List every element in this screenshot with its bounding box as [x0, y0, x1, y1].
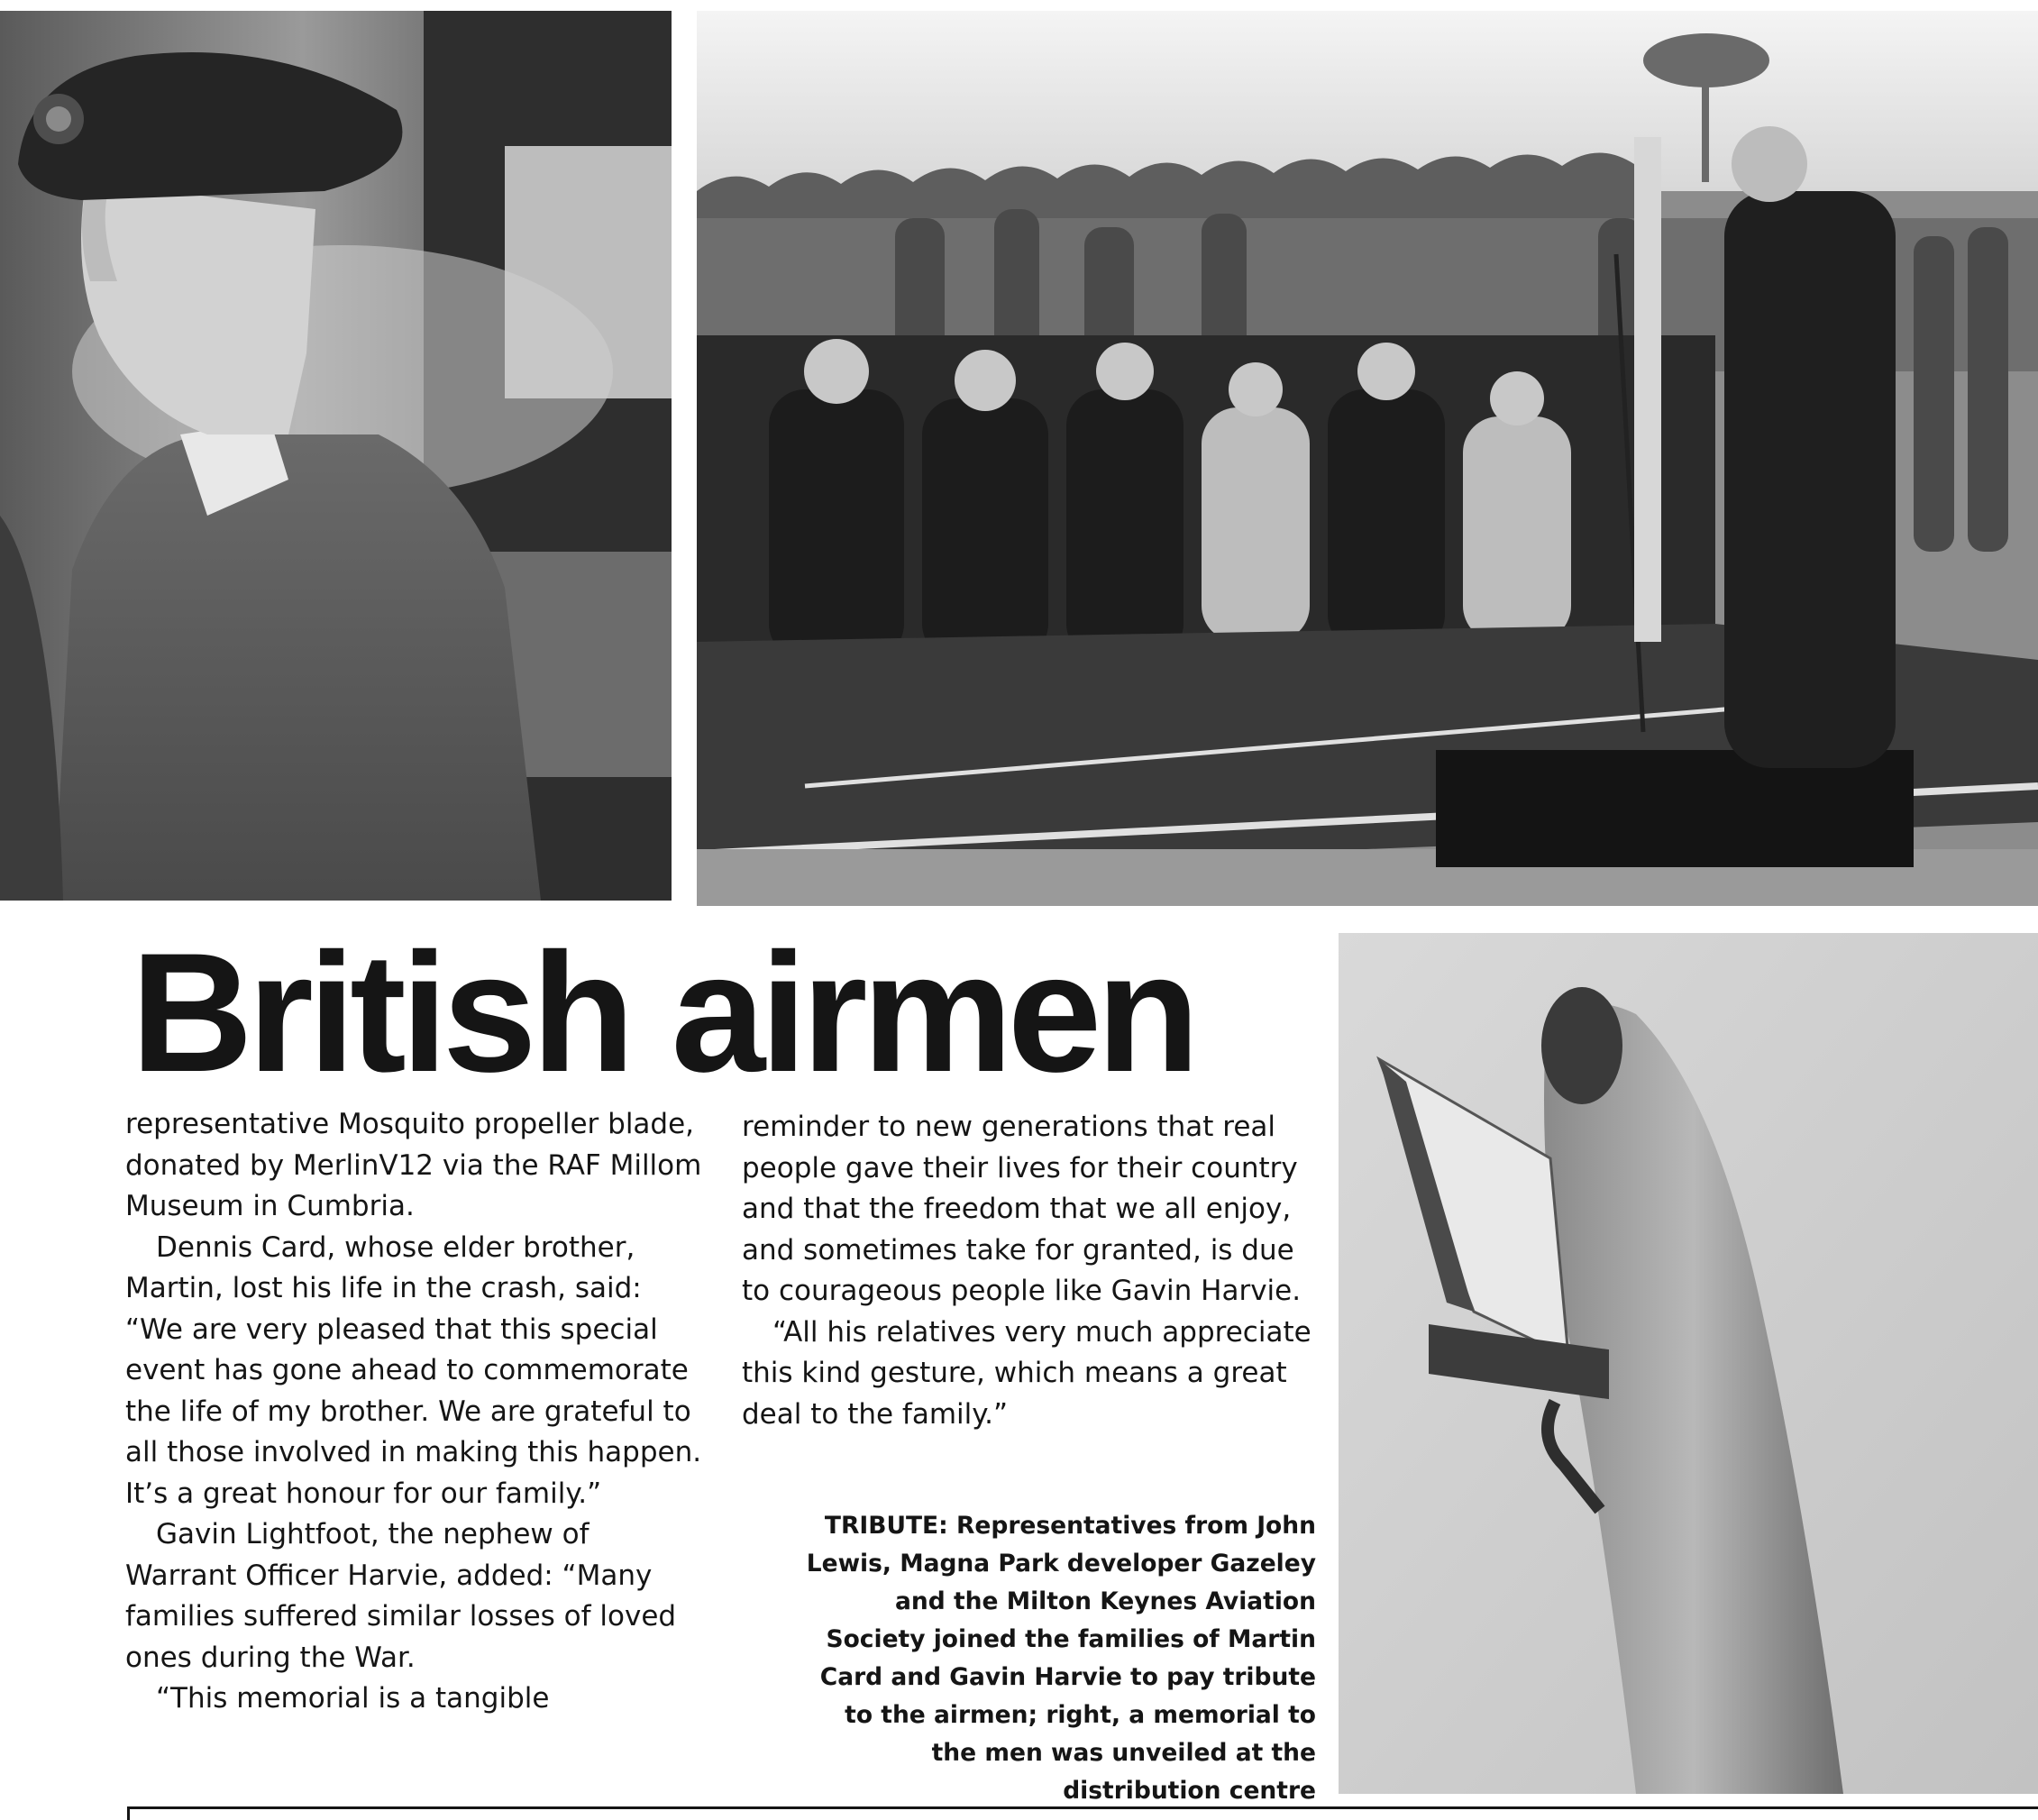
paragraph: Gavin Lightfoot, the nephew of Warrant Officer Harvie, added: “Many families suffered similar losses of loved ones during the War. [125, 1518, 677, 1674]
photo-caption [793, 1507, 1316, 1810]
cadet-photo-graphic [0, 11, 672, 901]
photo-memorial-propeller [1339, 933, 2038, 1794]
box-border [127, 1806, 2038, 1820]
paragraph: representative Mosquito propeller blade, donated by MerlinV12 via the RAF Millom Museum in Cumbria. [125, 1108, 702, 1222]
article-column-left [125, 1104, 702, 1720]
paragraph: reminder to new generations that real people gave their lives for their country and that the freedom that we all enjoy, and sometimes take for granted, is due to courageous people like Gavin Harvie. [742, 1111, 1302, 1307]
photo-cadet-in-beret [0, 11, 672, 901]
headline: British airmen [131, 918, 1195, 1107]
caption-text: Representatives from John Lewis, Magna Park developer Gazeley and the Milton Keynes Aviation Society joined the families of Martin Card and Gavin Harvie to pay tribute to the airmen; right, a memorial to the men was unveiled at the distribution centre [806, 1512, 1316, 1805]
paragraph: Dennis Card, whose elder brother, Martin, lost his life in the crash, said: “We are very pleased that this special event has gone ahead to commemorate the life of my brother. We are grateful to all those involved in making this happen. It’s a great honour for our family.” [125, 1230, 702, 1510]
paragraph: “This memorial is a tangible [156, 1682, 550, 1715]
photo-ceremony-speaker [697, 11, 2038, 906]
ceremony-photo-graphic [697, 11, 2038, 906]
article-column-right [742, 1107, 1319, 1435]
memorial-photo-graphic [1339, 933, 2038, 1794]
paragraph: “All his relatives very much appreciate this kind gesture, which means a great deal to the family.” [742, 1315, 1311, 1431]
caption-lead: TRIBUTE: [824, 1512, 948, 1540]
